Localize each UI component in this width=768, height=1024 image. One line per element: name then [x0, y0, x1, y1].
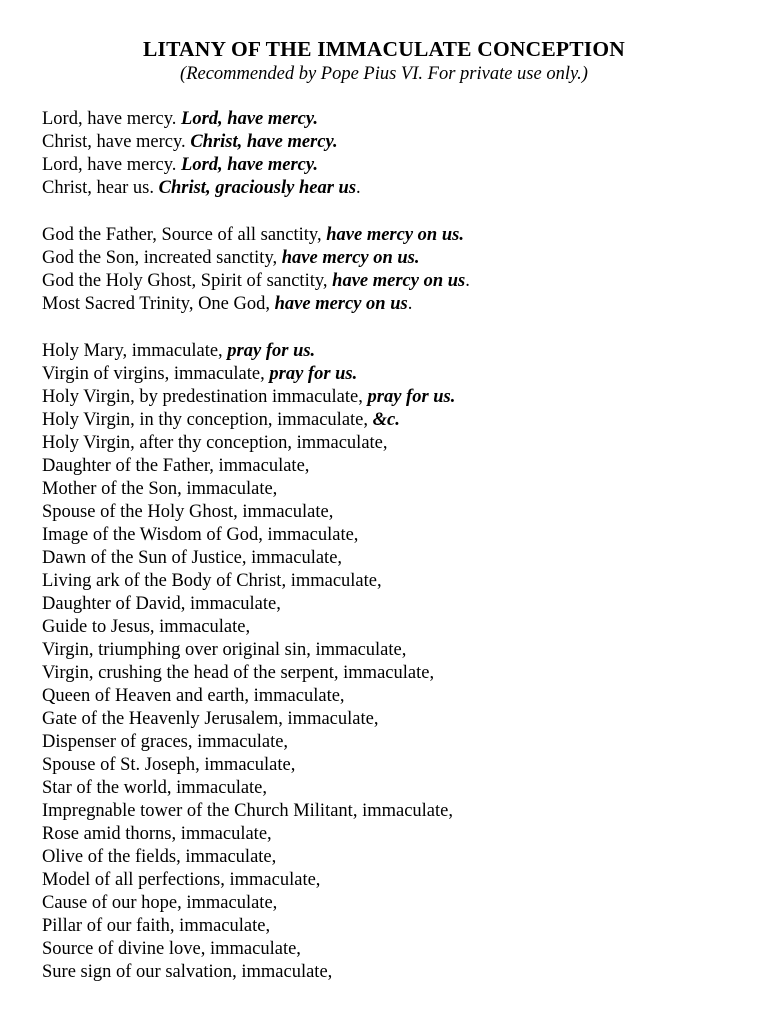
invocations-section [42, 340, 762, 984]
invocation-text: Impregnable tower of the Church Militant, immaculate, [42, 801, 453, 821]
litany-line [42, 478, 762, 501]
litany-line [42, 639, 762, 662]
invocation-text: God the Son, increated sanctity, [42, 248, 282, 268]
invocation-text: Pillar of our faith, immaculate, [42, 916, 271, 936]
litany-line [42, 662, 762, 685]
litany-line [42, 224, 762, 247]
litany-line [42, 892, 762, 915]
litany-line [42, 570, 762, 593]
litany-line [42, 108, 762, 131]
litany-line [42, 501, 762, 524]
invocation-text: Lord, have mercy. [42, 109, 182, 129]
litany-line [42, 386, 762, 409]
litany-line [42, 685, 762, 708]
document-subtitle: (Recommended by Pope Pius VI. For private use only.) [180, 64, 588, 84]
invocation-text: Dawn of the Sun of Justice, immaculate, [42, 548, 343, 568]
invocation-text: Image of the Wisdom of God, immaculate, [42, 525, 359, 545]
kyrie-section [42, 108, 762, 200]
litany-line [42, 823, 762, 846]
response-text: pray for us. [367, 387, 456, 407]
response-text: Lord, have mercy. [181, 109, 319, 129]
litany-line [42, 846, 762, 869]
litany-line [42, 270, 762, 293]
invocation-text: Virgin, triumphing over original sin, immaculate, [42, 640, 407, 660]
invocation-text: Gate of the Heavenly Jerusalem, immaculate, [42, 709, 379, 729]
invocation-text: Holy Mary, immaculate, [42, 341, 228, 361]
response-text: have mercy on us [274, 294, 408, 314]
litany-line [42, 409, 762, 432]
invocation-text: God the Father, Source of all sanctity, [42, 225, 327, 245]
litany-line [42, 131, 762, 154]
response-text: &c. [372, 410, 400, 430]
invocation-text: Sure sign of our salvation, immaculate, [42, 962, 333, 982]
litany-line [42, 177, 762, 200]
invocation-text: Holy Virgin, by predestination immaculate, [42, 387, 368, 407]
invocation-text: Rose amid thorns, immaculate, [42, 824, 272, 844]
litany-line [42, 800, 762, 823]
invocation-text: Olive of the fields, immaculate, [42, 847, 277, 867]
litany-line [42, 961, 762, 984]
litany-line [42, 432, 762, 455]
invocation-text: Spouse of the Holy Ghost, immaculate, [42, 502, 334, 522]
response-text: have mercy on us. [281, 248, 420, 268]
litany-line [42, 547, 762, 570]
response-text: pray for us. [227, 341, 316, 361]
litany-line [42, 754, 762, 777]
invocation-text: God the Holy Ghost, Spirit of sanctity, [42, 271, 333, 291]
invocation-text: Source of divine love, immaculate, [42, 939, 301, 959]
invocation-text: Mother of the Son, immaculate, [42, 479, 278, 499]
litany-line [42, 869, 762, 892]
response-text: Christ, graciously hear us [158, 178, 357, 198]
invocation-text: Spouse of St. Joseph, immaculate, [42, 755, 296, 775]
invocation-text: Model of all perfections, immaculate, [42, 870, 321, 890]
invocation-text: Daughter of the Father, immaculate, [42, 456, 310, 476]
litany-line [42, 616, 762, 639]
litany-line [42, 524, 762, 547]
invocation-text: Most Sacred Trinity, One God, [42, 294, 275, 314]
line-punctuation: . [356, 178, 361, 198]
invocation-text: Daughter of David, immaculate, [42, 594, 281, 614]
litany-line [42, 293, 762, 316]
litany-line [42, 247, 762, 270]
invocation-text: Cause of our hope, immaculate, [42, 893, 278, 913]
invocation-text: Christ, have mercy. [42, 132, 191, 152]
litany-line [42, 731, 762, 754]
invocation-text: Holy Virgin, in thy conception, immaculate, [42, 410, 373, 430]
document-title: LITANY OF THE IMMACULATE CONCEPTION [142, 37, 626, 61]
litany-line [42, 938, 762, 961]
invocation-text: Lord, have mercy. [42, 155, 182, 175]
line-punctuation: . [407, 294, 413, 314]
response-text: have mercy on us [332, 271, 466, 291]
litany-line [42, 363, 762, 386]
litany-line [42, 340, 762, 363]
invocation-text: Living ark of the Body of Christ, immaculate, [42, 571, 382, 591]
litany-line [42, 455, 762, 478]
response-text: pray for us. [269, 364, 358, 384]
invocation-text: Virgin, crushing the head of the serpent, immaculate, [42, 663, 435, 683]
response-text: Lord, have mercy. [181, 155, 319, 175]
response-text: Christ, have mercy. [190, 132, 338, 152]
litany-line [42, 915, 762, 938]
invocation-text: Christ, hear us. [42, 178, 159, 198]
invocation-text: Queen of Heaven and earth, immaculate, [42, 686, 345, 706]
response-text: have mercy on us. [326, 225, 464, 245]
litany-line [42, 708, 762, 731]
litany-line [42, 777, 762, 800]
invocation-text: Star of the world, immaculate, [42, 778, 268, 798]
invocation-text: Holy Virgin, after thy conception, immaculate, [42, 433, 388, 453]
invocation-text: Virgin of virgins, immaculate, [42, 364, 270, 384]
litany-line [42, 154, 762, 177]
line-punctuation: . [465, 271, 470, 291]
litany-line [42, 593, 762, 616]
invocation-text: Dispenser of graces, immaculate, [42, 732, 289, 752]
trinity-section [42, 224, 762, 316]
invocation-text: Guide to Jesus, immaculate, [42, 617, 251, 637]
